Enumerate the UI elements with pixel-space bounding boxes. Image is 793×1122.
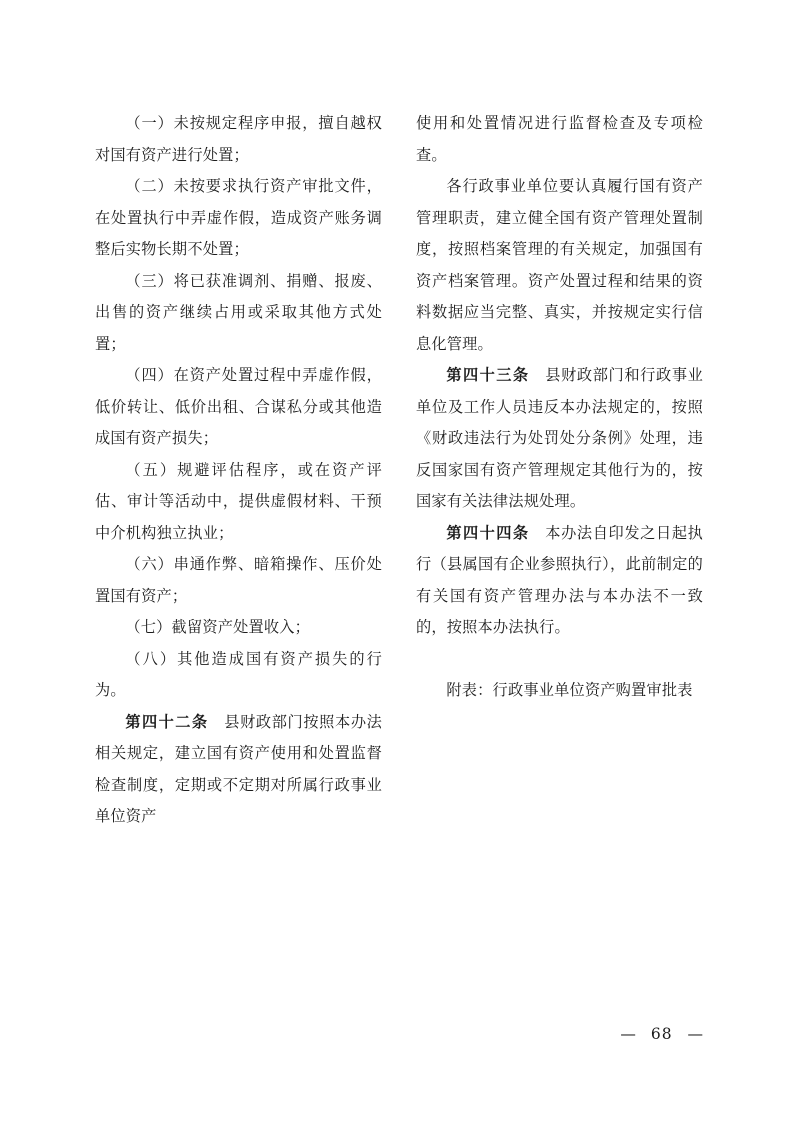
paragraph-item-1: （一）未按规定程序申报，擅自越权对国有资产进行处置； (95, 114, 382, 164)
article-44 (416, 518, 703, 644)
article-44-heading: 第四十四条 (446, 523, 530, 542)
paragraph-item-5: （五）规避评估程序，或在资产评估、审计等活动中，提供虚假材料、干预中介机构独立执业； (95, 460, 382, 542)
paragraph-item-7: （七）截留资产处置收入； (125, 618, 311, 636)
two-column-body (95, 108, 703, 833)
right-column (416, 108, 703, 833)
article-42 (95, 707, 382, 833)
page-number: 68 (650, 1025, 673, 1043)
article-43-body: 县财政部门和行政事业单位及工作人员违反本办法规定的，按照《财政违法行为处罚处分条例》处理，违反国家国有资产管理规定其他行为的，按国家有关法律法规处理。 (416, 366, 704, 510)
paragraph-item-3: （三）将已获准调剂、捐赠、报废、出售的资产继续占用或采取其他方式处置； (95, 271, 382, 353)
paragraph-continuation: 使用和处置情况进行监督检查及专项检查。 (416, 114, 703, 164)
paragraph-item-8: （八）其他造成国有资产损失的行为。 (95, 649, 382, 699)
left-column (95, 108, 382, 833)
paragraph-item-2: （二）未按要求执行资产审批文件，在处置执行中弄虚作假，造成资产账务调整后实物长期不处置； (95, 177, 382, 258)
page-footer-inner (620, 1025, 703, 1043)
paragraph-item-4: （四）在资产处置过程中弄虚作假，低价转让、低价出租、合谋私分或其他造成国有资产损失； (95, 366, 382, 447)
article-44-body: 本办法自印发之日起执行（县属国有企业参照执行），此前制定的有关国有资产管理办法与本办法不一致的，按照本办法执行。 (416, 523, 704, 636)
paragraph-duties: 各行政事业单位要认真履行国有资产管理职责，建立健全国有资产管理处置制度，按照档案管理的有关规定，加强国有资产档案管理。资产处置过程和结果的资料数据应当完整、真实，并按规定实行信息化管理。 (416, 177, 703, 353)
article-43-heading: 第四十三条 (446, 366, 530, 384)
article-43 (416, 360, 703, 518)
footer-dash-left: — (620, 1025, 636, 1043)
article-42-heading: 第四十二条 (125, 712, 209, 731)
footer-dash-right: — (687, 1025, 703, 1043)
section-spacer (416, 644, 703, 676)
attachment-note: 附表：行政事业单位资产购置审批表 (446, 681, 693, 699)
article-42-body: 县财政部门按照本办法相关规定，建立国有资产使用和处置监督检查制度，定期或不定期对所属行政事业单位资产 (95, 712, 383, 825)
paragraph-item-6: （六）串通作弊、暗箱操作、压价处置国有资产； (95, 555, 382, 605)
